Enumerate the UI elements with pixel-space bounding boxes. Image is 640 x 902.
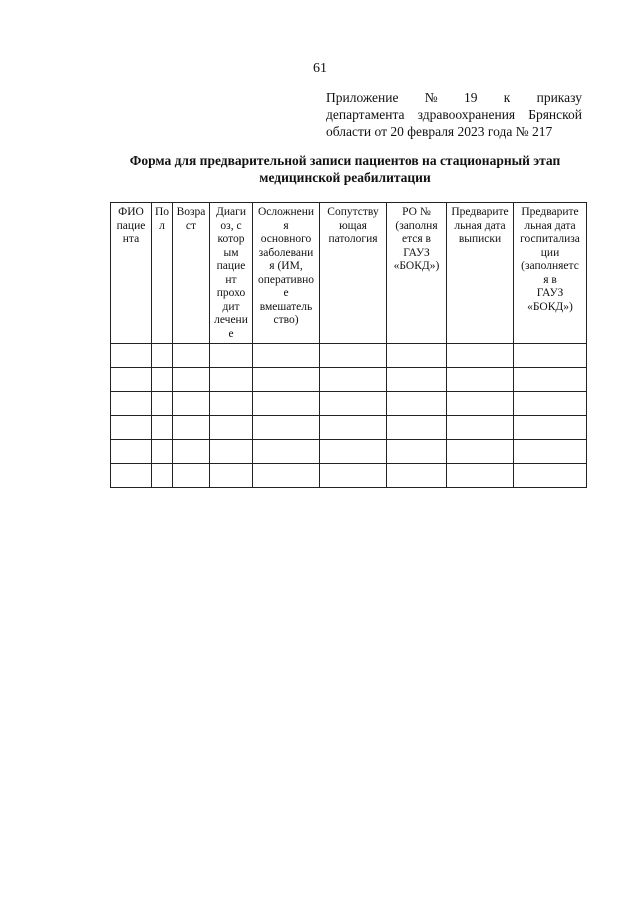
empty-cell[interactable] [447,440,514,464]
empty-cell[interactable] [173,344,210,368]
empty-cell[interactable] [447,344,514,368]
empty-cell[interactable] [253,368,320,392]
column-header-discharge-date: Предварите льная дата выписки [447,203,514,344]
empty-cell[interactable] [320,416,387,440]
empty-cell[interactable] [210,440,253,464]
empty-cell[interactable] [253,344,320,368]
table-header-row [111,203,587,344]
empty-cell[interactable] [111,464,152,488]
empty-cell[interactable] [152,464,173,488]
empty-cell[interactable] [111,392,152,416]
empty-cell[interactable] [514,392,587,416]
empty-cell[interactable] [320,368,387,392]
column-header-complications: Осложнени я основного заболевани я (ИМ, оперативно е вмешатель ство) [253,203,320,344]
column-header-comorbidity: Сопутству ющая патология [320,203,387,344]
empty-cell[interactable] [320,392,387,416]
empty-cell[interactable] [387,368,447,392]
empty-cell[interactable] [320,464,387,488]
table-row [111,464,587,488]
empty-cell[interactable] [514,344,587,368]
appendix-word: Приложение [326,90,399,105]
column-header-diagnosis: Диаги оз, с котор ым пацие нт прохо дит лечени е [210,203,253,344]
empty-cell[interactable] [152,344,173,368]
empty-cell[interactable] [387,464,447,488]
empty-cell[interactable] [173,440,210,464]
table-body [111,344,587,488]
empty-cell[interactable] [514,416,587,440]
column-header-sex: По л [152,203,173,344]
column-header-name: ФИО пацие нта [111,203,152,344]
empty-cell[interactable] [447,368,514,392]
empty-cell[interactable] [320,344,387,368]
empty-cell[interactable] [253,392,320,416]
appendix-line-1 [326,89,582,106]
form-title-line-1: Форма для предварительной записи пациентов на стационарный этап [129,153,561,168]
empty-cell[interactable] [210,464,253,488]
appendix-word: 19 [463,90,478,105]
empty-cell[interactable] [253,416,320,440]
table-row [111,392,587,416]
empty-cell[interactable] [152,416,173,440]
empty-cell[interactable] [173,464,210,488]
column-header-hospitalization-date: Предварите льная дата госпитализа ции (заполняетс я в ГАУЗ «БОКД») [514,203,587,344]
column-header-ro-number: РО № (заполня ется в ГАУЗ «БОКД») [387,203,447,344]
empty-cell[interactable] [387,344,447,368]
empty-cell[interactable] [514,440,587,464]
empty-cell[interactable] [152,368,173,392]
empty-cell[interactable] [111,440,152,464]
empty-cell[interactable] [447,392,514,416]
empty-cell[interactable] [447,464,514,488]
table-row [111,440,587,464]
page-number: 61 [313,61,327,76]
empty-cell[interactable] [514,368,587,392]
appendix-line-2: департамента здравоохранения Брянской [326,107,582,122]
appendix-reference [326,89,582,140]
empty-cell[interactable] [111,344,152,368]
table-row [111,344,587,368]
empty-cell[interactable] [111,416,152,440]
empty-cell[interactable] [210,344,253,368]
empty-cell[interactable] [111,368,152,392]
empty-cell[interactable] [173,368,210,392]
empty-cell[interactable] [152,392,173,416]
empty-cell[interactable] [173,416,210,440]
column-header-age: Возра ст [173,203,210,344]
appendix-word: приказу [536,90,582,105]
empty-cell[interactable] [210,368,253,392]
empty-cell[interactable] [210,392,253,416]
empty-cell[interactable] [253,440,320,464]
empty-cell[interactable] [447,416,514,440]
empty-cell[interactable] [320,440,387,464]
empty-cell[interactable] [387,440,447,464]
appendix-line-3: области от 20 февраля 2023 года № 217 [326,124,553,139]
table-row [111,416,587,440]
form-title [100,152,590,186]
registration-form-table [110,202,587,488]
empty-cell[interactable] [152,440,173,464]
empty-cell[interactable] [514,464,587,488]
empty-cell[interactable] [173,392,210,416]
form-title-line-2: медицинской реабилитации [259,170,431,185]
empty-cell[interactable] [387,416,447,440]
appendix-word: к [503,90,511,105]
empty-cell[interactable] [387,392,447,416]
table-row [111,368,587,392]
appendix-word: № [424,90,438,105]
empty-cell[interactable] [253,464,320,488]
empty-cell[interactable] [210,416,253,440]
